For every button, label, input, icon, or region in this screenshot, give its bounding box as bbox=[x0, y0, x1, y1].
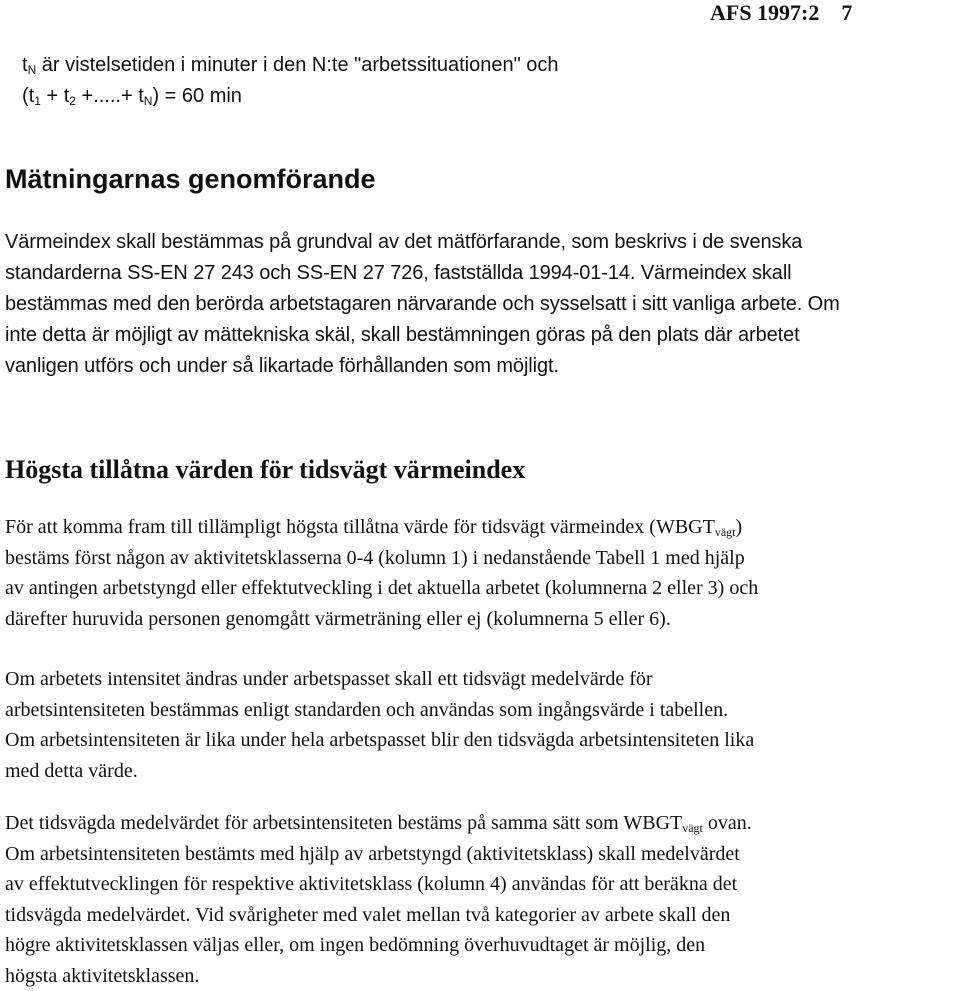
paragraph-line: bestäms först någon av aktivitetsklasserna 0-4 (kolumn 1) i nedanstående Tabell 1 med hjälp bbox=[5, 543, 960, 574]
document-id: AFS 1997:2 bbox=[710, 0, 819, 25]
paragraph-line: tidsvägda medelvärdet. Vid svårigheter med valet mellan två kategorier av arbete skall den bbox=[5, 900, 960, 931]
section-heading-max-values: Högsta tillåtna värden för tidsvägt värmeindex bbox=[5, 455, 525, 485]
paragraph-line: Om arbetsintensiteten är lika under hela arbetspasset blir den tidsvägda arbetsintensiteten lika bbox=[5, 725, 960, 756]
intro-line-1: $t_N$ är vistelsetiden i minuter i den N:te "arbetssituationen" och bbox=[22, 50, 558, 81]
intro-definition bbox=[22, 50, 558, 112]
paragraph-line: inte detta är möjligt av mättekniska skäl, skall bestämningen göras på den plats där arbetet bbox=[5, 320, 960, 351]
paragraph-line: För att komma fram till tillämpligt högsta tillåtna värde för tidsvägt värmeindex $(WBGT_{vägt})$ bbox=[5, 512, 960, 543]
paragraph-line: med detta värde. bbox=[5, 756, 960, 787]
paragraph-line: Det tidsvägda medelvärdet för arbetsintensiteten bestäms på samma sätt som $WBGT_{vägt}$ ovan. bbox=[5, 808, 960, 839]
paragraph-line: bestämmas med den berörda arbetstagaren närvarande och sysselsatt i sitt vanliga arbete. Om bbox=[5, 289, 960, 320]
intro-line-2: ($t_1 + t_2$ +.....+ $t_N) = 60$ min bbox=[22, 81, 558, 112]
page-header bbox=[710, 0, 852, 26]
paragraph-line: av antingen arbetstyngd eller effektutveckling i det aktuella arbetet (kolumnerna 2 eller 3) och bbox=[5, 573, 960, 604]
paragraph-line: därefter huruvida personen genomgått värmeträning eller ej (kolumnerna 5 eller 6). bbox=[5, 604, 960, 635]
section-heading-measurements: Mätningarnas genomförande bbox=[5, 164, 376, 195]
paragraph-line: högre aktivitetsklassen väljas eller, om ingen bedömning överhuvudtaget är möjlig, den bbox=[5, 930, 960, 961]
paragraph-line: Värmeindex skall bestämmas på grundval av det mätförfarande, som beskrivs i de svenska bbox=[5, 227, 960, 258]
measurements-paragraph bbox=[5, 227, 960, 382]
paragraph-line: högsta aktivitetsklassen. bbox=[5, 961, 960, 991]
max-values-paragraph-2 bbox=[5, 664, 960, 786]
max-values-paragraph-3 bbox=[5, 808, 960, 991]
paragraph-line: Om arbetsintensiteten bestämts med hjälp av arbetstyngd (aktivitetsklass) skall medelvärdet bbox=[5, 839, 960, 870]
paragraph-line: arbetsintensiteten bestämmas enligt standarden och användas som ingångsvärde i tabellen. bbox=[5, 695, 960, 726]
paragraph-line: Om arbetets intensitet ändras under arbetspasset skall ett tidsvägt medelvärde för bbox=[5, 664, 960, 695]
paragraph-line: vanligen utförs och under så likartade förhållanden som möjligt. bbox=[5, 351, 960, 382]
paragraph-line: av effektutvecklingen för respektive aktivitetsklass (kolumn 4) användas för att beräkna det bbox=[5, 869, 960, 900]
max-values-paragraph-1 bbox=[5, 512, 960, 634]
paragraph-line: standarderna SS-EN 27 243 och SS-EN 27 726, fastställda 1994-01-14. Värmeindex skall bbox=[5, 258, 960, 289]
page-number: 7 bbox=[841, 0, 852, 25]
